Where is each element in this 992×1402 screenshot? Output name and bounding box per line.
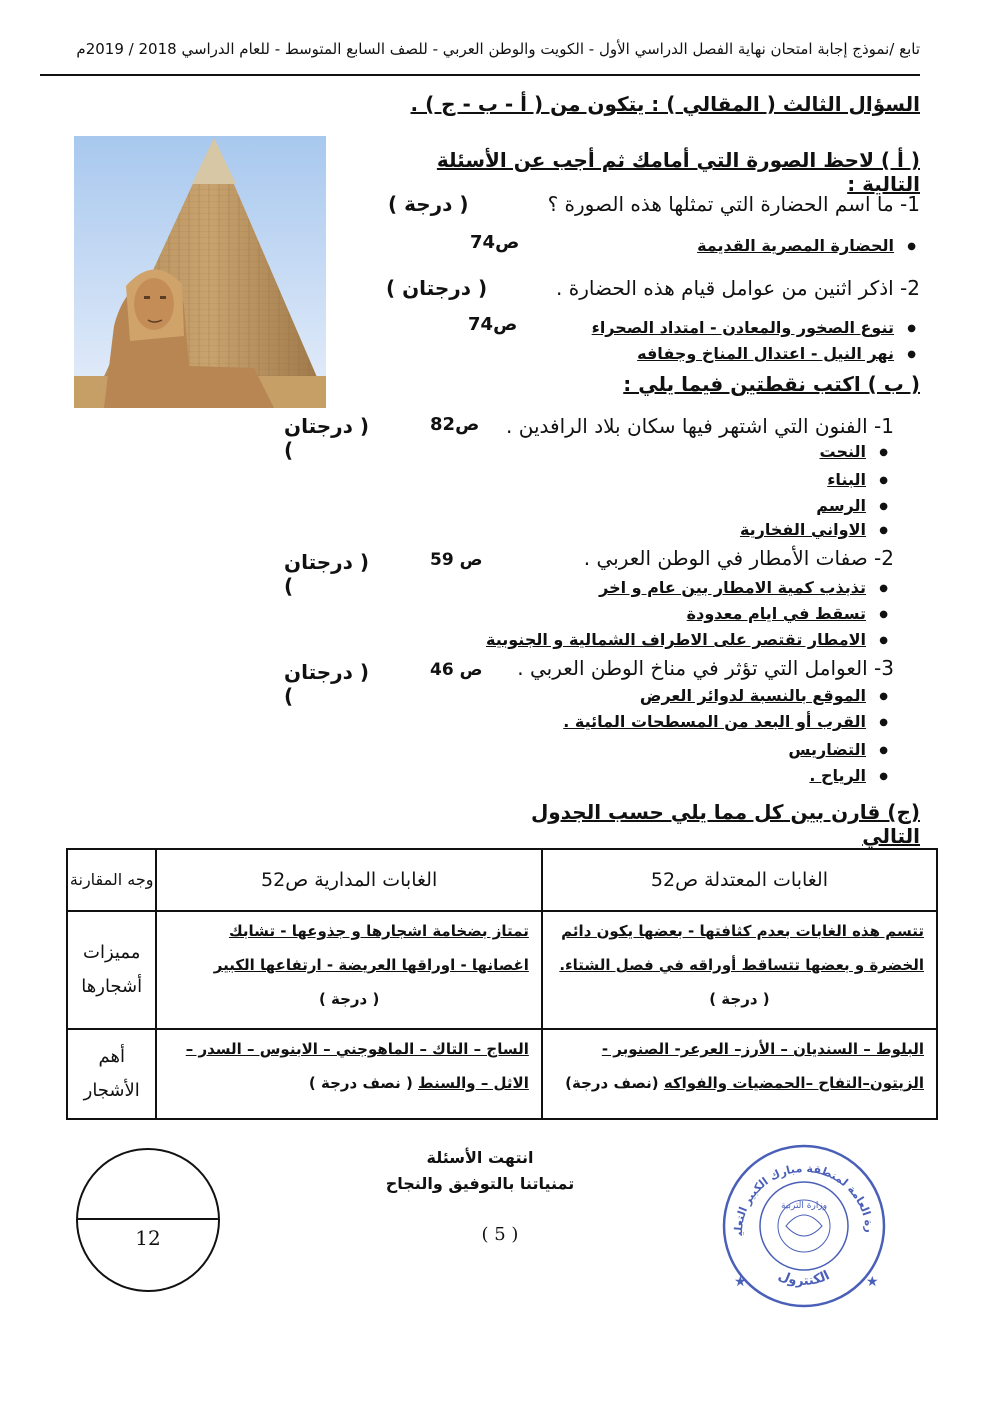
part-b-q2-answer-3: ● الامطار تقتصر على الاطراف الشمالية و الجنوبية bbox=[486, 630, 866, 649]
table-row2-tropical-mark: ( نصف درجة ) bbox=[308, 1074, 413, 1092]
table-header-temperate: الغابات المعتدلة ص52 bbox=[542, 849, 937, 911]
part-b-q1-answer-4: ● الاواني الفخارية bbox=[740, 520, 866, 539]
part-b-q3-mark: ( درجتان ) bbox=[284, 660, 370, 708]
part-a-q2-answer2: ● نهر النيل - اعتدال المناخ وجفافه bbox=[637, 344, 894, 363]
part-b-q1-answer-2: ● البناء bbox=[827, 470, 866, 489]
part-b-q1-page: ص82 bbox=[430, 414, 480, 435]
svg-text:الكنترول bbox=[776, 1268, 832, 1289]
page-header: تابع /نموذج إجابة امتحان نهاية الفصل الدراسي الأول - الكويت والوطن العربي - للصف السابع المتوسط - للعام الدراسي 2018 / 2019م bbox=[40, 38, 920, 76]
part-b-q3-page: ص 46 bbox=[430, 660, 483, 680]
table-row2-tropical bbox=[156, 1029, 541, 1119]
part-b-q2-page: ص 59 bbox=[430, 550, 483, 570]
part-b-q1-mark: ( درجتان ) bbox=[284, 414, 370, 462]
svg-text:الإدارة العامة لمنطقة مبارك ال bbox=[720, 1142, 876, 1237]
part-a-q1-answer: ● الحضارة المصرية القديمة bbox=[697, 236, 894, 255]
question3-title: السؤال الثالث ( المقالي ) : يتكون من ( أ - ب - ج ) . bbox=[410, 92, 920, 116]
comparison-table bbox=[66, 848, 938, 1120]
part-a-q1: 1- ما اسم الحضارة التي تمثلها هذه الصورة ؟ bbox=[547, 192, 920, 216]
part-b-q2-mark: ( درجتان ) bbox=[284, 550, 370, 598]
part-b-q1: 1- الفنون التي اشتهر فيها سكان بلاد الرافدين . bbox=[506, 414, 894, 438]
score-divider bbox=[78, 1218, 218, 1220]
footer-wish-text: تمنياتنا بالتوفيق والنجاح bbox=[385, 1174, 575, 1193]
table-row1-tropical bbox=[156, 911, 541, 1029]
part-a-q1-mark: ( درجة ) bbox=[388, 192, 469, 216]
part-b-q2-answer-1: ● تذبذب كمية الامطار بين عام و اخر bbox=[599, 578, 866, 597]
table-row2-temperate-mark: (نصف درجة) bbox=[565, 1074, 659, 1092]
part-b-q2-answer-2: ● تسقط في ايام معدودة bbox=[687, 604, 866, 623]
part-c-title: (ج) قارن بين كل مما يلي حسب الجدول التالي bbox=[530, 800, 920, 848]
stamp-bottom-text: الكنترول bbox=[775, 1268, 833, 1289]
stamp-star-icon: ★ bbox=[734, 1274, 747, 1290]
part-a-q2: 2- اذكر اثنين من عوامل قيام هذه الحضارة . bbox=[556, 276, 920, 300]
score-value: 12 bbox=[135, 1226, 161, 1250]
part-b-q3-answer-2: ● القرب أو البعد من المسطحات المائية . bbox=[563, 712, 866, 731]
pyramid-sphinx-image bbox=[74, 136, 326, 408]
score-circle bbox=[76, 1148, 220, 1292]
stamp-star-icon: ★ bbox=[866, 1274, 879, 1290]
stamp-top-text: رة العامة لمنطقة مبارك الكبير التعلي bbox=[731, 1161, 877, 1236]
stamp-middle-text: وزارة التربية bbox=[780, 1201, 828, 1211]
part-b-q2: 2- صفات الأمطار في الوطن العربي . bbox=[583, 546, 894, 570]
part-a-q1-page: ص74 bbox=[470, 232, 520, 253]
table-header-tropical: الغابات المدارية ص52 bbox=[156, 849, 541, 911]
table-row1-tropical-text: تمتاز بضخامة اشجارها و جذوعها - تشابك اغصانها - اوراقها العريضة - ارتفاعها الكبير bbox=[213, 922, 529, 974]
table-row1-tropical-mark: ( درجة ) bbox=[318, 990, 380, 1008]
table-row1-temperate-mark: ( درجة ) bbox=[709, 990, 770, 1008]
table-row1-temperate-text: تتسم هذه الغابات بعدم كثافتها - بعضها يكون دائم الخضرة و بعضها تتساقط أوراقه في فصل الشتاء. bbox=[559, 922, 924, 974]
part-b-title: ( ب ) اكتب نقطتين فيما يلي : bbox=[623, 372, 920, 396]
part-a-title: ( أ ) لاحظ الصورة التي أمامك ثم أجب عن الأسئلة التالية : bbox=[436, 148, 920, 196]
page-number: ( 5 ) bbox=[481, 1224, 519, 1245]
official-stamp bbox=[720, 1142, 888, 1310]
footer-end-text: انتهت الأسئلة bbox=[426, 1148, 534, 1167]
part-b-q3-answer-4: ● الرياح . bbox=[809, 766, 866, 785]
part-b-q3-answer-1: ● الموقع بالنسبة لدوائر العرض bbox=[640, 686, 866, 705]
table-row2-temperate-text: البلوط – السنديان – الأرز– العرعر- الصنوبر - الزيتون–التفاح –الحمضيات والفواكه bbox=[601, 1040, 924, 1092]
table-row2-label: أهم الأشجار bbox=[67, 1029, 156, 1119]
part-a-q2-mark: ( درجتان ) bbox=[386, 276, 488, 300]
part-b-q3: 3- العوامل التي تؤثر في مناخ الوطن العربي . bbox=[517, 656, 894, 680]
part-a-q2-answer1: ● تنوع الصخور والمعادن - امتداد الصحراء bbox=[592, 318, 894, 337]
part-b-q1-answer-3: ● الرسم bbox=[816, 496, 866, 515]
table-row2-temperate bbox=[542, 1029, 937, 1119]
part-b-q3-answer-3: ● التضاريس bbox=[788, 740, 866, 759]
part-a-q2-page: ص74 bbox=[468, 314, 518, 335]
table-row2-tropical-text: الساج – التاك – الماهوجني – الابنوس – السدر – الاثل – والسنط bbox=[185, 1040, 529, 1092]
table-row1-temperate bbox=[542, 911, 937, 1029]
part-b-q1-answer-1: ● النحت bbox=[820, 442, 867, 461]
table-corner: وجه المقارنة bbox=[67, 849, 156, 911]
table-row1-label: مميزات أشجارها bbox=[67, 911, 156, 1029]
